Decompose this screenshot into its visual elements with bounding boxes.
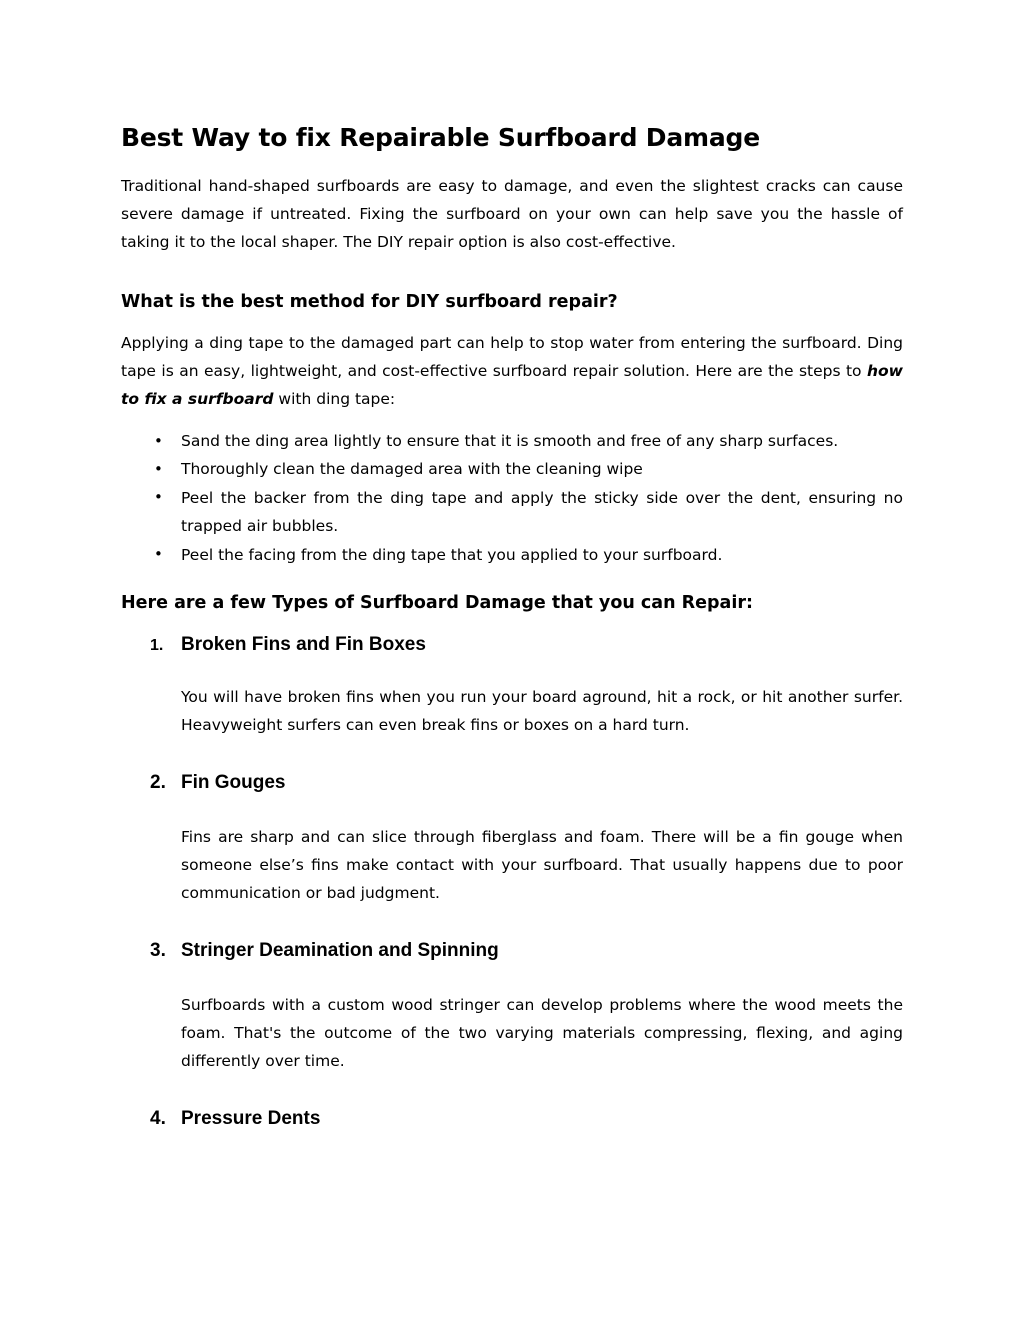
damage-type-description: You will have broken fins when you run your board aground, hit a rock, or hit another surfer. Heavyweight surfers can even break fins or boxes on a hard turn.: [181, 688, 903, 734]
damage-type-heading: [121, 1106, 903, 1132]
document-body: [121, 118, 903, 1132]
repair-steps-list: [121, 427, 903, 569]
intro-paragraph: Traditional hand-shaped surfboards are easy to damage, and even the slightest cracks can cause severe damage if untreated. Fixing the surfboard on your own can help save you the hassle of taking it to the local shaper. The DIY repair option is also cost-effective.: [121, 177, 903, 251]
list-item: [121, 540, 903, 569]
list-item: [121, 427, 903, 455]
bullet-icon: •: [154, 545, 163, 563]
list-item-text: Thoroughly clean the damaged area with the cleaning wipe: [181, 460, 643, 478]
damage-type-description: Fins are sharp and can slice through fiberglass and foam. There will be a fin gouge when someone else’s fins make contact with your surfboard. That usually happens due to poor communication or bad judgment.: [181, 828, 903, 902]
bullet-icon: •: [154, 432, 163, 450]
ding-tape-paragraph: [121, 329, 903, 413]
list-item-text: Peel the backer from the ding tape and apply the sticky side over the dent, ensuring no trapped air bubbles.: [181, 489, 903, 535]
bullet-icon: •: [154, 488, 163, 506]
list-item-text: Peel the facing from the ding tape that you applied to your surfboard.: [181, 546, 723, 564]
section-heading-damage-types: Here are a few Types of Surfboard Damage that you can Repair:: [121, 593, 753, 613]
list-item: [121, 483, 903, 540]
damage-type-description: Surfboards with a custom wood stringer can develop problems where the wood meets the foam. That's the outcome of the two varying materials compressing, flexing, and aging differently over time.: [181, 996, 903, 1070]
damage-type-title: Stringer Deamination and Spinning: [181, 940, 499, 961]
section-heading-diy-method: What is the best method for DIY surfboard repair?: [121, 292, 618, 312]
list-item: [121, 455, 903, 483]
ding-tape-text: Applying a ding tape to the damaged part can help to stop water from entering the surfboard. Ding tape is an easy, lightweight, and cost-effective surfboard repair solution. Here are the steps to: [121, 334, 903, 380]
damage-type-number: 3.: [150, 940, 166, 961]
ding-tape-text-end: with ding tape:: [273, 390, 396, 408]
damage-type-number: 4.: [150, 1108, 166, 1129]
damage-type-heading: [121, 770, 903, 796]
list-item-text: Sand the ding area lightly to ensure that it is smooth and free of any sharp surfaces.: [181, 432, 839, 450]
damage-type-title: Broken Fins and Fin Boxes: [181, 634, 426, 655]
how-to-fix-emphasis: how to fix a surfboard: [121, 362, 903, 408]
damage-type-title: Fin Gouges: [181, 772, 286, 793]
bullet-icon: •: [154, 460, 163, 478]
damage-type-number: 2.: [150, 772, 166, 793]
page-title: Best Way to fix Repairable Surfboard Damage: [121, 123, 760, 152]
damage-type-heading: [121, 938, 903, 964]
damage-type-number: 1.: [150, 637, 164, 654]
damage-type-heading: [121, 632, 903, 658]
damage-type-title: Pressure Dents: [181, 1108, 321, 1129]
